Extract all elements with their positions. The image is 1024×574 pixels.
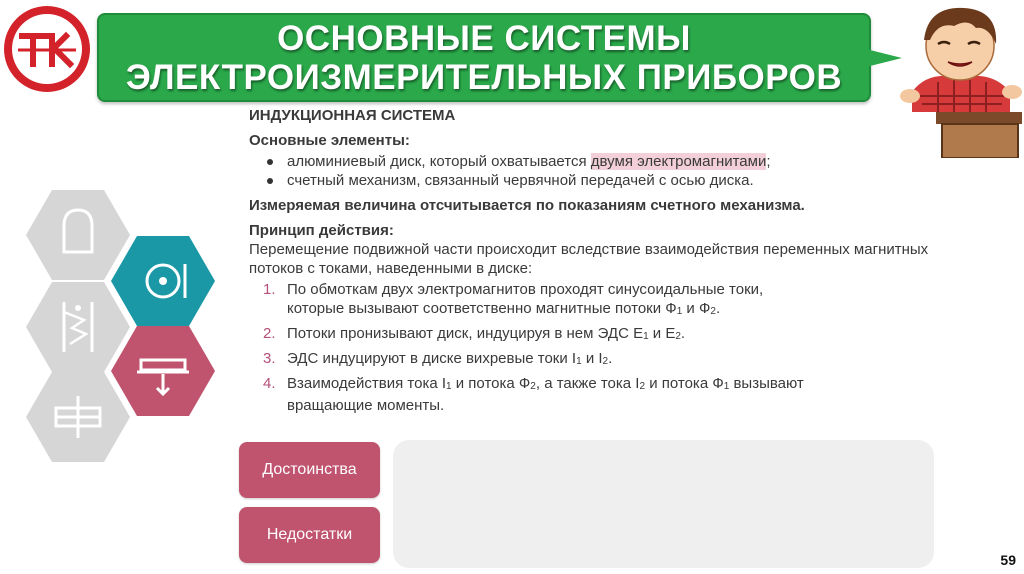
list-item: 4. Взаимодействия тока $I_1$ и потока $Ф_2$, а также тока $I_2$ и потока $Ф_1$ вызывают вращающие моменты. — [263, 375, 804, 414]
speech-tail — [862, 48, 902, 68]
title-line-2: ЭЛЕКТРОИЗМЕРИТЕЛЬНЫХ ПРИБОРОВ — [125, 57, 843, 97]
logo-icon — [4, 6, 90, 92]
principle-heading: Принцип действия: — [249, 222, 394, 239]
steps-list — [249, 280, 939, 415]
title-line-1: ОСНОВНЫЕ СИСТЕМЫ — [277, 18, 691, 58]
list-item: 2. Потоки пронизывают диск, индуцируя в нем ЭДС $Е_1$ и $Е_2$. — [263, 325, 686, 342]
advantages-button[interactable]: Достоинства — [239, 442, 380, 498]
list-item: счетный механизм, связанный червячной передачей с осью диска. — [249, 171, 939, 190]
list-item: 1. По обмоткам двух электромагнитов проходят синусоидальные токи, которые вызывают соответственно магнитные потоки $Ф_1$ и $Ф_2$. — [263, 281, 764, 317]
page-number: 59 — [1000, 552, 1016, 568]
measured-value-text: Измеряемая величина отсчитывается по показаниям счетного механизма. — [249, 197, 805, 214]
elements-list — [249, 152, 939, 190]
list-item: алюминиевый диск, который охватывается двумя электромагнитами; — [249, 152, 939, 171]
main-content — [249, 106, 939, 418]
thermal-icon — [26, 372, 130, 462]
disadvantages-button[interactable]: Недостатки — [239, 507, 380, 563]
title-banner — [97, 13, 871, 102]
list-item: 3. ЭДС индуцируют в диске вихревые токи $I_1$ и $I_2$. — [263, 350, 613, 367]
info-panel — [393, 440, 934, 568]
elements-heading: Основные элементы: — [249, 132, 410, 149]
highlighted-text: двумя электромагнитами — [590, 153, 767, 170]
section-title: ИНДУКЦИОННАЯ СИСТЕМА — [249, 107, 456, 124]
principle-text: Перемещение подвижной части происходит вследствие взаимодействия переменных магнитных потоков с токами, наведенными в диске: — [249, 241, 929, 277]
